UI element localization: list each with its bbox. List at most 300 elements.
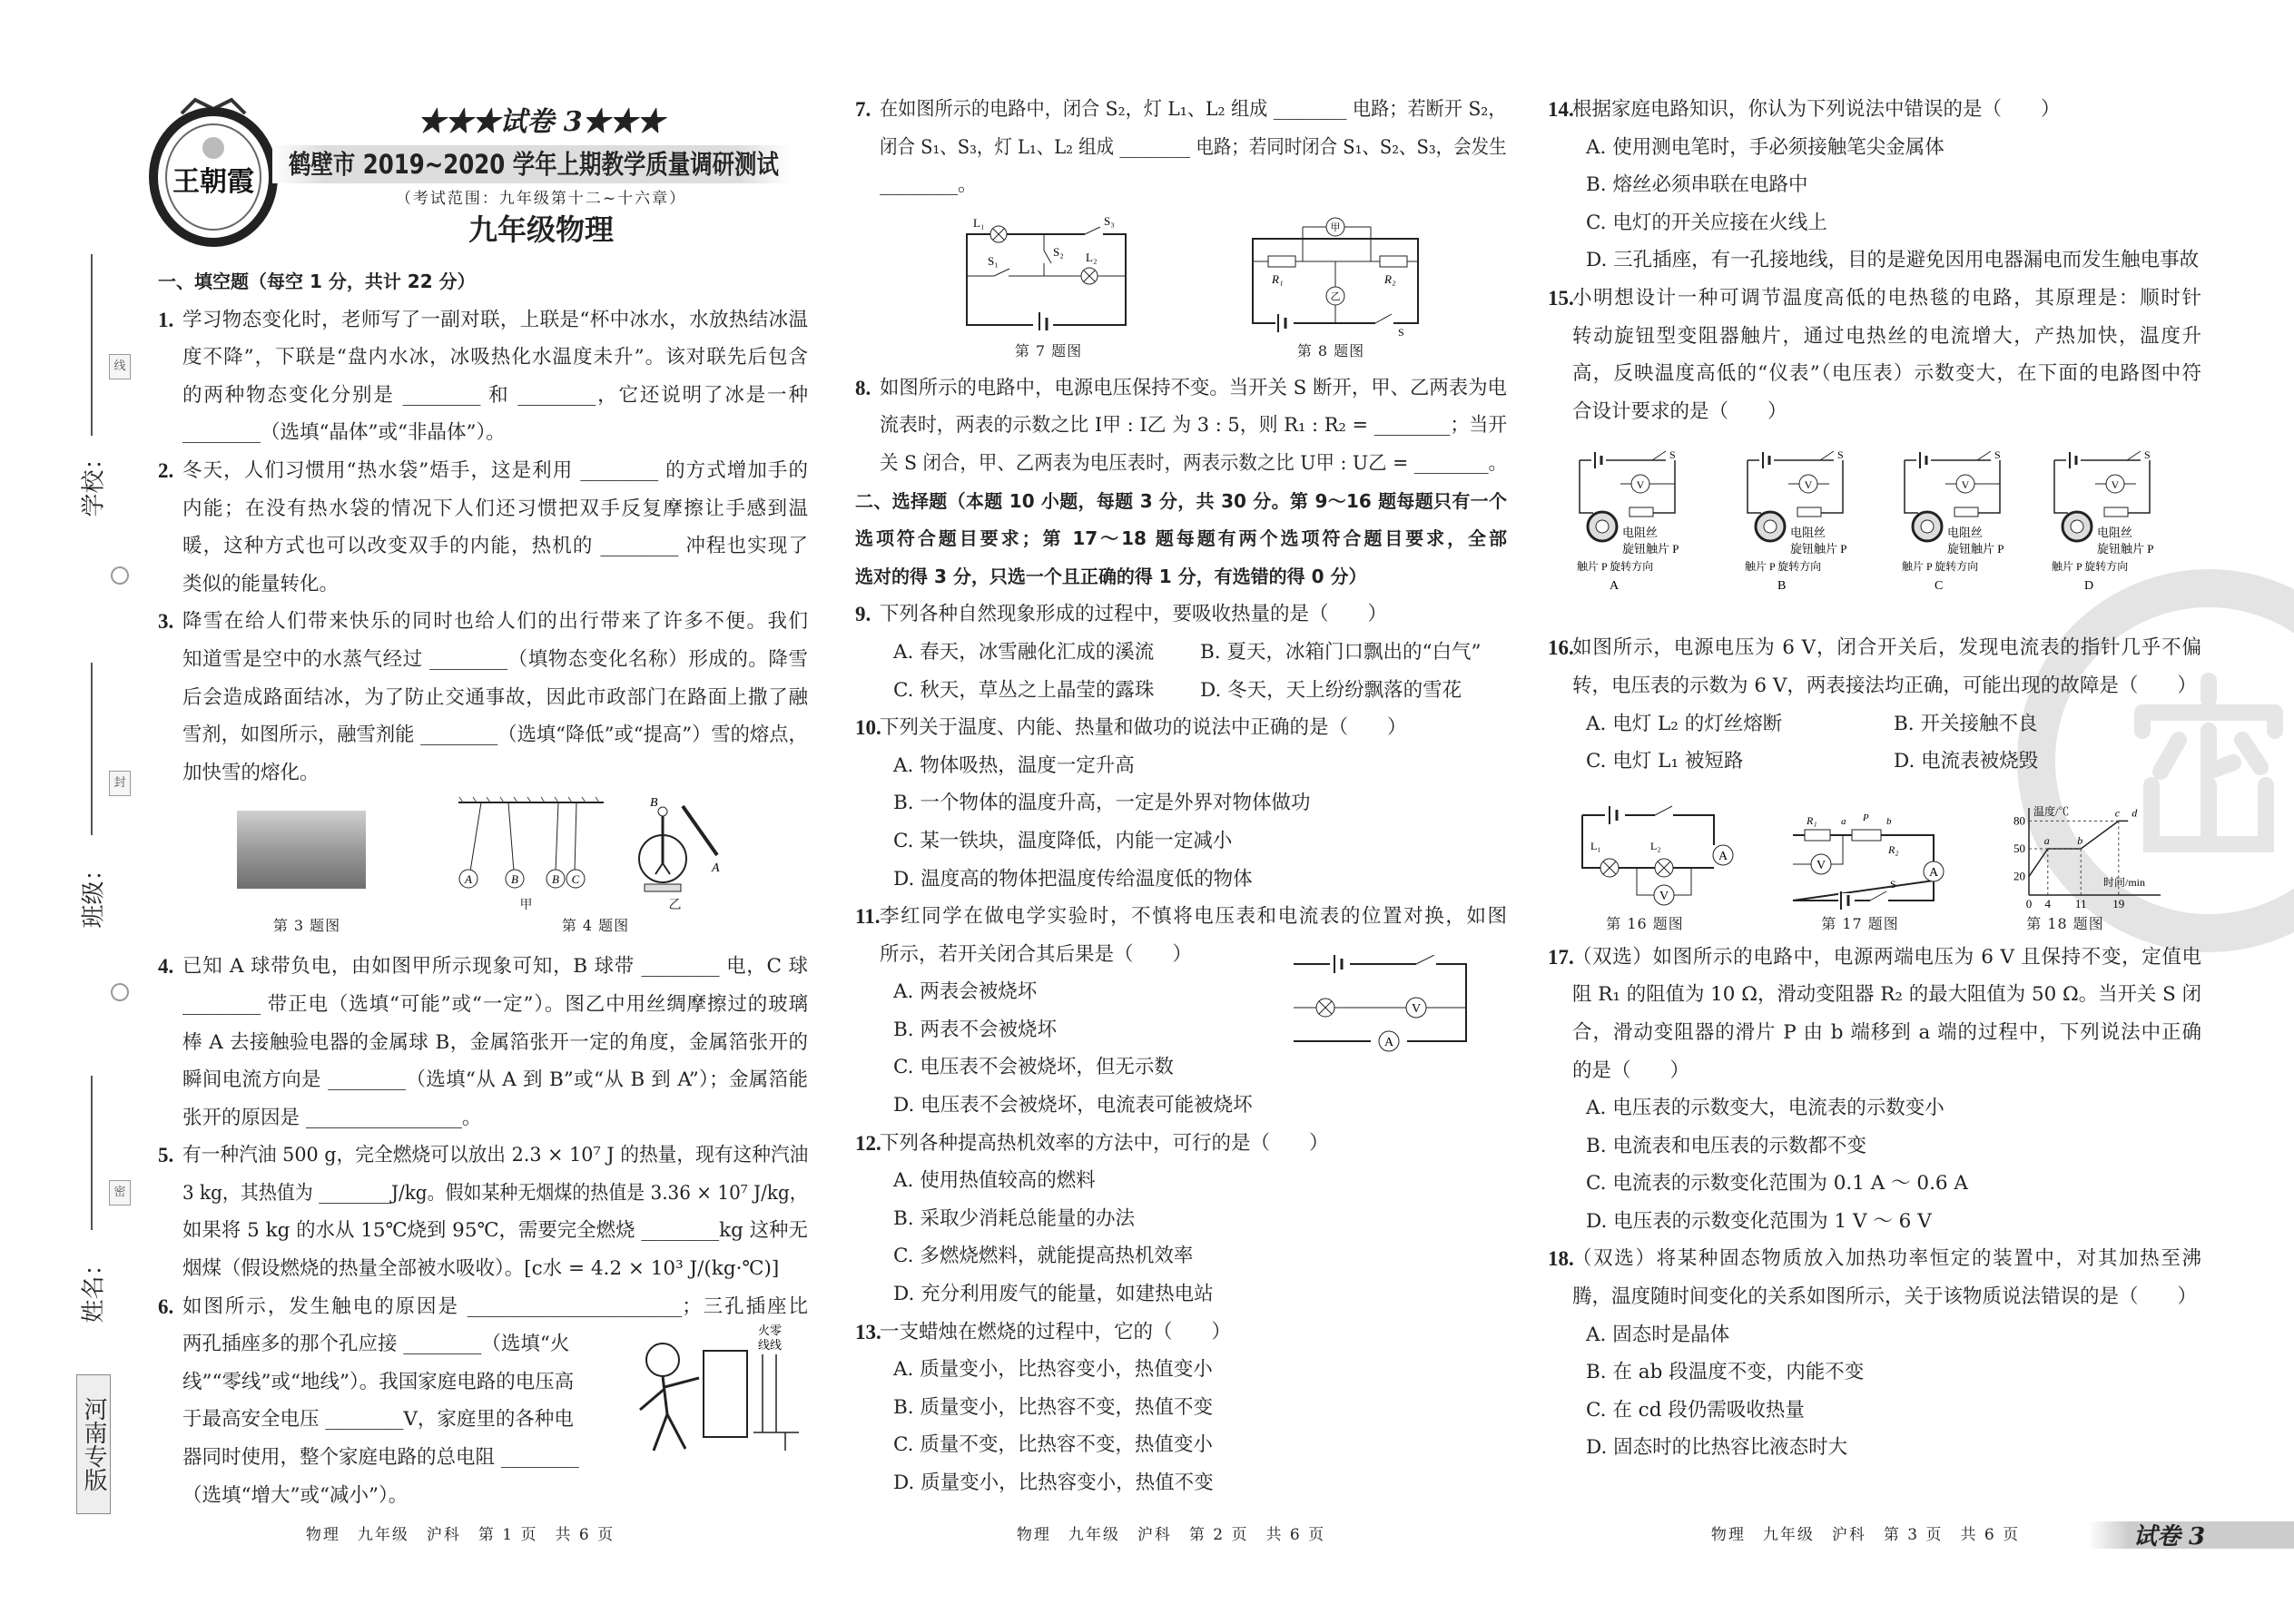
answer-option — [855, 1464, 1507, 1502]
question-text-line — [158, 566, 808, 604]
svg-text:R₂: R₂ — [1888, 843, 1899, 856]
line-text: 烟煤（假设燃烧的热量全部被水吸收）。[c水 = 4.2 × 10³ J/(kg·℃)] — [182, 1257, 780, 1281]
line-text: 二、选择题（本题 10 小题，每题 3 分，共 30 分。第 9～16 题每题只有一个 — [855, 489, 1507, 512]
question-text-line — [158, 1175, 808, 1213]
question-number: 1. — [158, 308, 174, 331]
question-number: 17. — [1548, 945, 1574, 969]
edition-badge: 河南专版 — [76, 1374, 111, 1514]
svg-text:V: V — [1816, 859, 1826, 872]
line-text: 棒 A 去接触验电器的金属球 B，金属箔张开一定的角度，金属箔张开的 — [182, 1030, 808, 1054]
label-rotation-direction: 触片 P 旋转方向 — [1577, 560, 1654, 573]
question-number: 2. — [158, 458, 174, 482]
question-number: 7. — [855, 98, 871, 121]
line-text: ________。 — [880, 173, 978, 197]
svg-text:V: V — [1804, 478, 1813, 491]
line-text: 所示，若开关闭合其后果是（ ） — [880, 942, 1193, 966]
question-text-line — [855, 129, 1507, 167]
line-text: B. 一个物体的温度升高，一定是外界对物体做功 — [893, 792, 1311, 815]
line-text: 李红同学在做电学实验时，不慎将电压表和电流表的位置对换，如图 — [880, 905, 1507, 929]
line-text: C. 电流表的示数变化范围为 0.1 A ～ 0.6 A — [1586, 1172, 1968, 1196]
line-text: A. 固态时是晶体 — [1586, 1323, 1730, 1346]
answer-option — [855, 861, 1507, 899]
option-label: B — [1777, 579, 1787, 593]
question-number: 13. — [855, 1320, 881, 1343]
option-pair — [893, 672, 1507, 710]
option-label: A — [1610, 579, 1620, 593]
line-text: 如图所示，发生触电的原因是 ______________________；三孔插座比 — [182, 1294, 808, 1318]
svg-text:L₂: L₂ — [1650, 840, 1661, 852]
question-text-line — [1548, 355, 2201, 393]
option-pair — [1586, 743, 2201, 781]
answer-option — [1548, 743, 2201, 781]
figure-caption: 第 4 题图 — [561, 917, 630, 934]
line-text: 高，反映温度高低的“仪表”（电压表）示数变大，在下面的电路图中符 — [1572, 362, 2201, 386]
line-text: 闭合 S₁、S₃，灯 L₁、L₂ 组成 ________ 电路；若同时闭合 S₁、S₂、S₃，会发生 — [880, 135, 1507, 159]
line-text: 腾，温度随时间变化的关系如图所示，关于该物质说法错误的是（ ） — [1572, 1285, 2198, 1309]
y-tick-label: 50 — [2013, 842, 2025, 855]
label-resistance-wire: 电阻丝 — [1790, 526, 1826, 539]
line-text: 下列各种自然现象形成的过程中，要吸收热量的是（ ） — [880, 603, 1388, 626]
line-text: D. 质量变小，比热容变小，热值不变 — [893, 1471, 1214, 1494]
x-tick-label: 11 — [2074, 897, 2087, 910]
y-tick-label: 20 — [2013, 869, 2025, 883]
line-text: B. 质量变小，比热容不变，热值不变 — [893, 1395, 1213, 1419]
label-knob-slider: 旋钮触片 P — [2097, 542, 2154, 556]
page-footer-1: 物理 九年级 沪科 第 1 页 共 6 页 — [305, 1526, 615, 1544]
label-knob-slider: 旋钮触片 P — [1947, 542, 2004, 556]
svg-text:A: A — [465, 872, 472, 886]
question-text-line — [158, 490, 808, 528]
question-line — [158, 301, 808, 340]
answer-option — [855, 1087, 1507, 1125]
svg-text:A: A — [1718, 850, 1728, 863]
question-text-line — [158, 1477, 808, 1515]
answer-option-text: C. 秋天，草丛之上晶莹的露珠 — [893, 678, 1155, 702]
line-text: 如图所示，电源电压为 6 V，闭合开关后，发现电流表的指针几乎不偏 — [1572, 636, 2201, 660]
line-text: 根据家庭电路知识，你认为下列说法中错误的是（ ） — [1572, 98, 2061, 121]
answer-option — [1548, 204, 2201, 242]
question-number: 10. — [855, 716, 881, 740]
question-number: 9. — [855, 603, 871, 626]
live-neutral-label: 火零 — [758, 1324, 783, 1337]
section-heading — [855, 483, 1507, 521]
question-text-line — [158, 339, 808, 377]
question-text-line — [1548, 976, 2201, 1014]
svg-text:R₁: R₁ — [1807, 814, 1817, 827]
svg-text:L₁: L₁ — [1590, 840, 1601, 852]
question-line — [855, 709, 1507, 747]
label-resistance-wire: 电阻丝 — [1622, 526, 1659, 539]
x-axis-label: 时间/min — [2103, 876, 2146, 889]
svg-text:A: A — [1383, 1036, 1394, 1049]
line-text: B. 在 ab 段温度不变，内能不变 — [1586, 1361, 1865, 1384]
line-text: 降雪在给人们带来快乐的同时也给人们的出行带来了许多不便。我们 — [182, 610, 808, 634]
label-resistance-wire: 电阻丝 — [2097, 526, 2133, 539]
line-text: 内能；在没有热水袋的情况下人们还习惯把双手反复摩擦让手感到温 — [182, 497, 808, 520]
line-text: 在如图所示的电路中，闭合 S₂，灯 L₁、L₂ 组成 ________ 电路；若断开 S₂， — [880, 98, 1507, 121]
exam-title: 鹤壁市 2019~2020 学年上期教学质量调研测试 — [289, 149, 779, 180]
line-text: 暖，这种方式也可以改变双手的内能，热机的 ________ 冲程也实现了 — [182, 535, 808, 558]
answer-option — [1548, 1203, 2201, 1241]
label-knob-slider: 旋钮触片 P — [1790, 542, 1847, 556]
question-text-line — [1548, 1278, 2201, 1316]
point-label: b — [2077, 834, 2083, 847]
question-text-line — [158, 1024, 808, 1062]
figure-caption: 第 8 题图 — [1296, 342, 1365, 359]
seal-mark-xian: 线 — [109, 354, 131, 379]
line-text: 学习物态变化时，老师写了一副对联，上联是“杯中冰水，水放热结冰温 — [182, 308, 808, 331]
question-line — [1548, 91, 2201, 129]
seal-mark-feng: 封 — [109, 771, 131, 796]
line-text: 的两种物态变化分别是 ________ 和 ________，它还说明了冰是一种 — [182, 383, 808, 407]
circuit-options-q15 — [1575, 449, 2210, 595]
svg-text:S: S — [2144, 449, 2151, 461]
subject-title: 九年级物理 — [468, 212, 615, 247]
answer-option — [855, 1162, 1507, 1200]
x-tick-label: 19 — [2112, 897, 2125, 910]
svg-text:L₁: L₁ — [973, 216, 985, 230]
circuit-option-A — [1575, 449, 1720, 595]
question-number: 14. — [1548, 98, 1574, 121]
x-tick-label: 0 — [2025, 897, 2033, 910]
svg-text:L₂: L₂ — [1086, 251, 1098, 264]
line-text: B. 采取少消耗总能量的办法 — [893, 1206, 1135, 1230]
question-text-line — [855, 407, 1507, 445]
line-text: 加快雪的熔化。 — [182, 761, 320, 784]
answer-option-text: A. 春天，冰雪融化汇成的溪流 — [893, 640, 1155, 664]
line-text: 选项符合题目要求；第 17～18 题每题有两个选项符合题目要求，全部 — [855, 527, 1507, 550]
circuit-option-B — [1743, 449, 1888, 595]
label-rotation-direction: 触片 P 旋转方向 — [2052, 560, 2129, 573]
page-3-column — [1548, 91, 2201, 1467]
svg-text:V: V — [1636, 478, 1645, 491]
answer-option — [855, 634, 1507, 672]
line-text: D. 三孔插座，有一孔接地线，目的是避免因用电器漏电而发生触电事故 — [1586, 249, 2200, 272]
svg-text:S: S — [1398, 326, 1404, 338]
figure-caption: 第 18 题图 — [2026, 915, 2104, 932]
line-text: 瞬间电流方向是 ________（选填“从 A 到 B”或“从 B 到 A”）；金属箔能 — [182, 1068, 808, 1092]
question-text-line — [158, 414, 808, 452]
line-text: 转，电压表的示数为 6 V，两表接法均正确，可能出现的故障是（ ） — [1572, 674, 2197, 697]
question-text-line — [855, 445, 1507, 483]
question-text-line — [158, 377, 808, 415]
answer-option — [1548, 1353, 2201, 1392]
question-text-line — [1548, 318, 2201, 356]
answer-option — [1548, 1392, 2201, 1430]
circuit-option-C — [1900, 449, 2045, 595]
question-line — [855, 1125, 1507, 1163]
line-text: 如图所示的电路中，电源电压保持不变。当开关 S 断开，甲、乙两表为电 — [880, 376, 1507, 399]
y-axis-label: 温度/℃ — [2033, 805, 2070, 818]
question-line — [1548, 280, 2201, 318]
svg-text:A: A — [1928, 866, 1939, 880]
school-label: 学校： — [80, 446, 108, 517]
y-tick-label: 80 — [2013, 813, 2025, 828]
svg-text:a: a — [1841, 816, 1846, 827]
line-text: A. 质量变小，比热容变小，热值变小 — [893, 1358, 1213, 1382]
line-text: 3 kg，其热值为 ________J/kg。假如某种无烟煤的热值是 3.36 × 10⁷ J/kg， — [182, 1181, 808, 1205]
paper-number-title: ★★★试卷 3★★★ — [418, 106, 665, 138]
line-text: 类似的能量转化。 — [182, 572, 340, 595]
svg-text:P: P — [1863, 812, 1869, 823]
snow-road-photo — [237, 811, 366, 889]
option-pair — [1586, 705, 2201, 743]
question-text-line — [158, 527, 808, 566]
line-text: 后会造成路面结冰，为了防止交通事故，因此市政部门在路面上撒了融 — [182, 685, 808, 709]
line-text: 阻 R₁ 的阻值为 10 Ω，滑动变阻器 R₂ 的最大阻值为 50 Ω。当开关 S 闭 — [1572, 983, 2202, 1007]
question-number: 12. — [855, 1131, 881, 1155]
question-line — [158, 1288, 808, 1326]
question-number: 5. — [158, 1144, 174, 1167]
pendulum-balls-diagram — [454, 795, 608, 895]
line-text: 下列关于温度、内能、热量和做功的说法中正确的是（ ） — [880, 716, 1407, 740]
circuit-option-D — [2050, 449, 2195, 595]
line-text: A. 物体吸热，温度一定升高 — [893, 753, 1135, 777]
svg-text:S: S — [1890, 878, 1896, 891]
question-number: 15. — [1548, 286, 1574, 310]
figure-caption: 第 7 题图 — [1014, 342, 1083, 359]
label-A: A — [712, 861, 720, 875]
question-number: 16. — [1548, 636, 1574, 660]
svg-text:甲: 甲 — [1330, 222, 1341, 233]
section-heading — [158, 263, 808, 301]
line-text: 流表时，两表的示数之比 I甲 : I乙 为 3 : 5，则 R₁ : R₂ = ________；当开 — [880, 414, 1508, 438]
line-text: D. 充分利用废气的能量，如建热电站 — [893, 1283, 1214, 1306]
circuit-diagram-q7 — [962, 214, 1130, 332]
answer-option-text: A. 电灯 L₂ 的灯丝熔断 — [1586, 712, 1783, 735]
line-text: C. 多燃烧燃料，就能提高热机效率 — [893, 1245, 1194, 1268]
answer-option-text: D. 电流表被烧毁 — [1894, 750, 2039, 773]
circuit-diagram-q8 — [1248, 216, 1423, 338]
question-line — [855, 91, 1507, 129]
point-label: a — [2043, 834, 2050, 847]
answer-option — [855, 822, 1507, 861]
point-label: d — [2132, 806, 2138, 820]
line-text: 雪剂，如图所示，融雪剂能 ________（选填“降低”或“提高”）雪的熔点， — [182, 723, 808, 747]
svg-text:C: C — [571, 872, 580, 886]
line-text: D. 温度高的物体把温度传给温度低的物体 — [893, 867, 1253, 891]
question-line — [855, 369, 1507, 408]
answer-option — [855, 1275, 1507, 1314]
label-rotation-direction: 触片 P 旋转方向 — [1902, 560, 1979, 573]
binding-hole — [111, 566, 129, 585]
paper-tag: 试卷 3 — [2133, 1523, 2206, 1550]
figure-caption: 第 16 题图 — [1606, 915, 1684, 932]
question-number: 18. — [1548, 1247, 1574, 1271]
svg-text:R₂: R₂ — [1384, 272, 1396, 286]
svg-text:R₁: R₁ — [1272, 272, 1284, 286]
answer-option — [855, 1389, 1507, 1427]
line-text: 一、填空题（每空 1 分，共计 22 分） — [158, 271, 476, 292]
question-text-line — [1548, 1052, 2201, 1090]
binding-hole — [111, 983, 129, 1001]
exam-scope: （考试范围：九年级第十二~十六章） — [395, 190, 687, 208]
line-text: C. 质量不变，比热容不变，热值变小 — [893, 1433, 1213, 1457]
answer-option — [855, 1200, 1507, 1238]
question-text-line — [1548, 667, 2201, 705]
label-rotation-direction: 触片 P 旋转方向 — [1745, 560, 1822, 573]
line-text: B. 电流表和电压表的示数都不变 — [1586, 1134, 1866, 1157]
answer-option — [855, 747, 1507, 785]
question-text-line — [158, 641, 808, 679]
question-text-line — [158, 1061, 808, 1099]
line-text: 有一种汽油 500 g，完全燃烧可以放出 2.3 × 10⁷ J 的热量，现有这种汽油 — [182, 1144, 809, 1167]
figure-label-yi: 乙 — [668, 898, 683, 912]
section-heading — [855, 520, 1507, 558]
seal-mark-mi: 密 — [109, 1180, 131, 1206]
question-line — [855, 898, 1507, 936]
line-text: （双选）如图所示的电路中，电源两端电压为 6 V 且保持不变，定值电 — [1572, 945, 2201, 969]
line-text: （双选）将某种固态物质放入加热功率恒定的装置中，对其加热至沸 — [1572, 1247, 2201, 1271]
line-text: 器同时使用，整个家庭电路的总电阻 ________ — [182, 1446, 579, 1470]
line-text: 关 S 闭合，甲、乙两表为电压表时，两表示数之比 U甲 : U乙 = ________。 — [880, 451, 1508, 475]
svg-text:V: V — [1659, 890, 1669, 903]
line-text: C. 在 cd 段仍需吸收热量 — [1586, 1398, 1805, 1422]
svg-text:V: V — [2111, 478, 2120, 491]
electroscope-diagram — [626, 795, 726, 897]
question-text-line — [158, 986, 808, 1024]
svg-text:乙: 乙 — [1330, 291, 1341, 302]
option-label: C — [1935, 579, 1944, 593]
x-tick-label: 4 — [2044, 897, 2052, 910]
line-text: 合设计要求的是（ ） — [1572, 399, 1787, 423]
answer-option — [855, 1351, 1507, 1389]
line-text: A. 两表会被烧坏 — [893, 980, 1038, 1004]
line-text: C. 电压表不会被烧坏，但无示数 — [893, 1056, 1174, 1079]
line-text: 线”“零线”或“地线”）。我国家庭电路的电压高 — [182, 1370, 575, 1393]
line-text: ________ 带正电（选填“可能”或“一定”）。图乙中用丝绸摩擦过的玻璃 — [182, 992, 808, 1016]
question-line — [855, 1314, 1507, 1352]
line-text: 冬天，人们习惯用“热水袋”焐手，这是利用 ________ 的方式增加手的 — [182, 458, 808, 482]
question-text-line — [158, 1250, 808, 1288]
line-text: 一支蜡烛在燃烧的过程中，它的（ ） — [880, 1320, 1232, 1343]
binding-line — [91, 254, 93, 436]
answer-option — [1548, 1165, 2201, 1203]
question-line — [855, 595, 1507, 634]
section-heading — [855, 558, 1507, 596]
line-text: 的是（ ） — [1572, 1058, 1690, 1082]
svg-text:S: S — [1994, 449, 2001, 461]
answer-option-text: D. 冬天，天上纷纷飘落的雪花 — [1200, 678, 1462, 702]
svg-text:S: S — [1669, 449, 1676, 461]
option-label: D — [2084, 579, 2094, 593]
temperature-time-graph — [1993, 804, 2165, 913]
line-text: 于最高安全电压 ________V，家庭里的各种电 — [182, 1408, 574, 1432]
figure-caption: 第 17 题图 — [1821, 915, 1899, 932]
question-line — [158, 948, 808, 986]
svg-text:S₃: S₃ — [1104, 214, 1115, 228]
line-text: 选对的得 3 分，只选一个且正确的得 1 分，有选错的得 0 分） — [855, 565, 1367, 587]
question-text-line — [855, 166, 1507, 204]
line-text: 知道雪是空中的水蒸气经过 ________（填物态变化名称）形成的。降雪 — [182, 647, 808, 671]
answer-option — [855, 1426, 1507, 1464]
line-text: C. 电灯的开关应接在火线上 — [1586, 211, 1827, 234]
page-footer-2: 物理 九年级 沪科 第 2 页 共 6 页 — [1016, 1526, 1326, 1544]
answer-option — [1548, 241, 2201, 280]
svg-text:S₂: S₂ — [1053, 245, 1064, 259]
question-line — [1548, 1240, 2201, 1278]
binding-line — [91, 663, 93, 835]
logo — [145, 95, 281, 250]
label-knob-slider: 旋钮触片 P — [1622, 542, 1679, 556]
answer-option-text: C. 电灯 L₁ 被短路 — [1586, 750, 1744, 773]
question-line — [158, 603, 808, 641]
answer-option — [1548, 166, 2201, 204]
electric-shock-illustration — [626, 1324, 808, 1464]
question-text-line — [1548, 1014, 2201, 1052]
question-text-line — [1548, 393, 2201, 431]
svg-text:b: b — [1886, 816, 1892, 827]
line-text: 转动旋钮型变阻器触片，通过电热丝的电流增大，产热加快，温度升 — [1572, 324, 2201, 348]
question-number: 11. — [855, 905, 881, 929]
figure-caption: 第 3 题图 — [272, 917, 341, 934]
question-number: 4. — [158, 955, 174, 979]
answer-option — [1548, 705, 2201, 743]
logo-text: 王朝霞 — [172, 167, 254, 197]
class-label: 班级： — [80, 857, 108, 929]
line-text: 两孔插座多的那个孔应接 ________（选填“火 — [182, 1333, 570, 1356]
svg-text:B: B — [511, 872, 518, 886]
circuit-diagram-q16 — [1578, 804, 1743, 911]
answer-option-text: B. 开关接触不良 — [1894, 712, 2038, 735]
line-text: ________（选填“晶体”或“非晶体”）。 — [182, 421, 506, 445]
question-text-line — [158, 754, 808, 792]
question-line — [1548, 629, 2201, 667]
question-number: 8. — [855, 376, 871, 399]
question-line — [158, 1137, 808, 1175]
svg-text:B: B — [552, 872, 559, 886]
question-text-line — [158, 1212, 808, 1250]
question-text-line — [158, 679, 808, 717]
line-text: A. 使用热值较高的燃料 — [893, 1169, 1096, 1193]
question-line — [158, 452, 808, 490]
answer-option — [855, 784, 1507, 822]
line-text: 已知 A 球带负电，由如图甲所示现象可知，B 球带 ________ 电，C 球 — [182, 955, 808, 979]
page-footer-3: 物理 九年级 沪科 第 3 页 共 6 页 — [1710, 1526, 2021, 1544]
svg-text:V: V — [1411, 1002, 1422, 1016]
answer-option-text: B. 夏天，冰箱门口飘出的“白气” — [1200, 640, 1482, 664]
line-text: 张开的原因是 ________________。 — [182, 1106, 482, 1129]
answer-option — [855, 672, 1507, 710]
binding-line — [91, 1076, 93, 1230]
question-number: 3. — [158, 610, 174, 634]
label-B: B — [650, 796, 658, 810]
point-label: c — [2114, 806, 2121, 820]
line-text: A. 电压表的示数变大，电流表的示数变小 — [1586, 1097, 1944, 1120]
circuit-diagram-q11 — [1289, 955, 1471, 1057]
line-text: 合，滑动变阻器的滑片 P 由 b 端移到 a 端的过程中，下列说法中正确 — [1572, 1020, 2201, 1044]
line-text: B. 两表不会被烧坏 — [893, 1018, 1057, 1041]
line-text: 如果将 5 kg 的水从 15℃烧到 95℃，需要完全燃烧 ________kg 这种无 — [182, 1219, 808, 1243]
line-text: 下列各种提高热机效率的方法中，可行的是（ ） — [880, 1131, 1329, 1155]
line-text: C. 某一铁块，温度降低，内能一定减小 — [893, 829, 1233, 852]
figure-label-jia: 甲 — [519, 898, 534, 912]
line-text: D. 电压表的示数变化范围为 1 V ～ 6 V — [1586, 1209, 1932, 1233]
circuit-diagram-q17 — [1788, 810, 1950, 911]
question-line — [1548, 939, 2201, 977]
line-text: D. 电压表不会被烧坏，电流表可能被烧坏 — [893, 1094, 1253, 1117]
line-text: 小明想设计一种可调节温度高低的电热毯的电路，其原理是：顺时针 — [1572, 286, 2201, 310]
name-label: 姓名： — [80, 1252, 108, 1324]
line-text: A. 使用测电笔时，手必须接触笔尖金属体 — [1586, 135, 1944, 159]
question-number: 6. — [158, 1294, 174, 1318]
answer-option — [1548, 1089, 2201, 1127]
answer-option — [855, 1237, 1507, 1275]
svg-text:V: V — [1961, 478, 1970, 491]
answer-option — [1548, 1316, 2201, 1354]
line-text: B. 熔丝必须串联在电路中 — [1586, 173, 1808, 197]
live-neutral-label: 线线 — [758, 1338, 783, 1352]
